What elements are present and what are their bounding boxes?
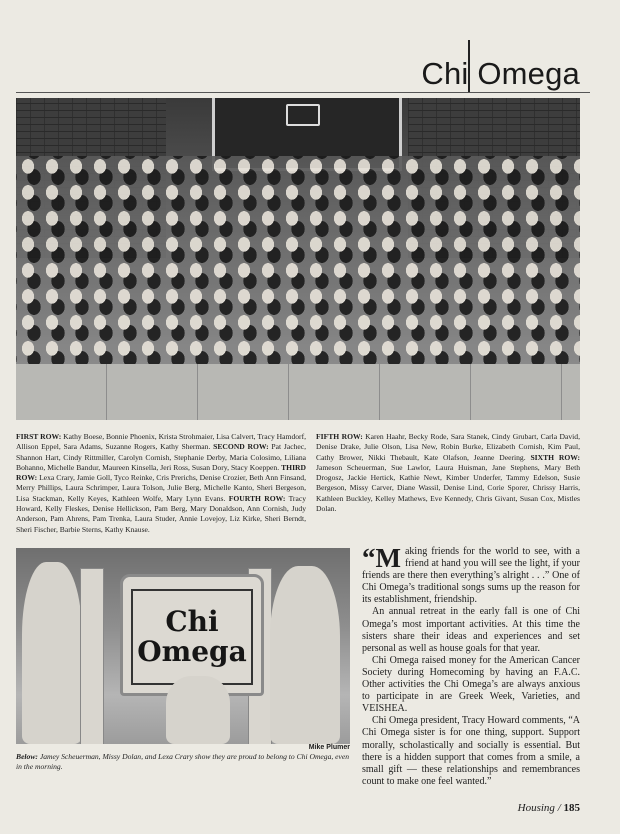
sign-line-chi: Chi — [165, 605, 219, 638]
sign-panel — [131, 589, 253, 685]
row-names: Tracy Howard, Kelly Fleskes, Denise Hellickson, Pam Berg, Mary Donaldson, Ann Cornish, Judy Anderson, Pam Ahrens, Pam Trenka, Laura Studer, Annie Lovejoy, Liz Kirke, Sheri Berndt, Sheri Fischer, Barbie Sterns, Kathy Knause. — [16, 493, 307, 534]
row-label: FOURTH ROW: — [228, 493, 286, 503]
group-caption-left — [16, 432, 306, 535]
paragraph: Chi Omega raised money for the American Cancer Society during Homecoming by having an F.A.C. Other activities the Chi Omega’s are always anxious to participate in are Greek Week, Varieties, and VEISHEA. — [362, 654, 580, 715]
row-label: THIRD ROW: — [16, 462, 307, 483]
person-center — [166, 676, 230, 744]
row-names: Jameson Scheuerman, Sue Lawlor, Laura Huisman, Jane Stephens, Mary Beth Drogosz, Jackie Hertick, Kathie Newt, Kimber Underfer, Tammy Edelson, Susie Bergeson, Missy Carver, Diane Wassil, Denise Lind, Corie Sporer, Chrissy Harris, Kathleen Buckley, Kelley Mathews, Eve Kennedy, Chris Givant, Susan Cox, Mistles Dolan. — [316, 462, 580, 514]
sorority-members — [16, 156, 580, 386]
caption-label: Below: — [16, 752, 38, 761]
page-number: 185 — [563, 802, 580, 814]
pavement — [16, 364, 580, 420]
porch-lamp — [286, 104, 320, 126]
drop-cap: “M — [362, 543, 401, 573]
row-names: Kathy Boese, Bonnie Phoenix, Krista Strohmaier, Lisa Calvert, Tracy Hamdorf, Allison Eppel, Sara Adams, Suzanne Rogers, Kathy Sherman. — [16, 432, 306, 452]
title-rule-horizontal — [16, 92, 590, 93]
row-names: Lexa Crary, Jamie Goll, Tyco Reinke, Cris Prerichs, Denise Crozier, Beth Ann Finsand, Merry Phillips, Laura Schrimper, Laura Tolson, Julie Berg, Michelle Kanto, Sheri Bergeson, Lisa Stackman, Kelly Keyes, Kathleen Wolfe, Mary Lynn Evans. — [16, 473, 306, 503]
sign-photo — [16, 548, 350, 744]
person-left — [22, 562, 82, 744]
row-names: Karen Haahr, Becky Rode, Sara Stanek, Cindy Grubart, Carla David, Denise Drake, Julie Olson, Lisa New, Robin Burke, Elizabeth Cornish, Kim Paul, Cathy Brower, Nikki Thebault, Kate Olafson, Jeanne Deering. — [316, 432, 580, 462]
row-names: Pat Jachec, Shannon Hart, Cindy Rittmiller, Carolyn Cornish, Stephanie Derby, Maria Colosimo, Liliana Bohanno, Michelle Bandur, Maureen Kinsella, Jeri Ross, Susan Dory, Stacy Koeppen. — [16, 442, 307, 472]
group-photo — [16, 98, 580, 420]
page-title: Chi Omega — [421, 56, 580, 91]
sign-post-left — [80, 568, 104, 744]
row-label: FIRST ROW: — [16, 432, 62, 441]
paragraph: An annual retreat in the early fall is one of Chi Omega’s most important activities. At this time the sisters share their ideas and experiences and set personal as well as house goals for that year. — [362, 606, 580, 654]
footer-section: Housing — [517, 802, 555, 814]
row-label: FIFTH ROW: — [316, 432, 363, 441]
row-label: SECOND ROW: — [213, 442, 269, 452]
article-body — [362, 543, 580, 788]
page-footer — [518, 802, 580, 814]
sign-line-omega: Omega — [137, 635, 247, 668]
paragraph: Chi Omega president, Tracy Howard comments, “A Chi Omega sister is for one thing, support. Support morally, scholastically and socially is essential. But there is a hidden support that comes from a smile, a small gift — these relationships and remembrances count to make one feel wanted.” — [362, 715, 580, 787]
person-right — [270, 566, 340, 744]
photo-credit: Mike Plumer — [308, 744, 350, 751]
paragraph — [362, 543, 580, 606]
paragraph-text: aking friends for the world to see, with a friend at hand you will see the light, if your friends are there then everything’s alright . . .” One of Chi Omega’s traditional songs sums up the reason for its establishment, friendship. — [362, 546, 580, 606]
caption-text: Jamey Scheuerman, Missy Dolan, and Lexa Crary show they are proud to belong to Chi Omega, even in the morning. — [16, 752, 350, 771]
row-label: SIXTH ROW: — [530, 452, 580, 462]
footer-separator: / — [557, 802, 561, 814]
photo-caption — [16, 752, 350, 771]
group-caption-right — [316, 432, 580, 514]
